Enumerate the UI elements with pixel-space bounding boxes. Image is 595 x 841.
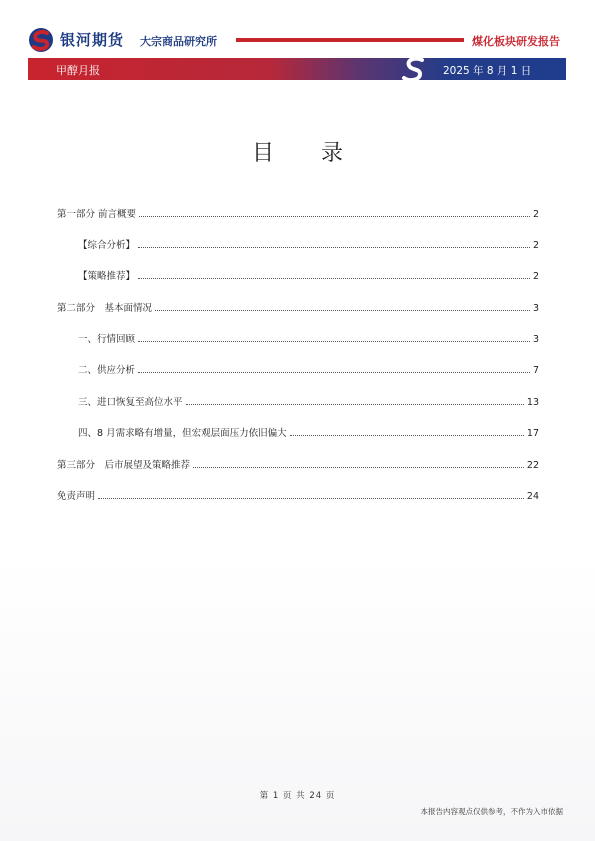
page-number: 第 1 页 共 24 页 (259, 791, 336, 801)
toc-entry[interactable] (57, 457, 539, 471)
toc-entry-label: 【综合分析】 (78, 240, 136, 251)
report-date: 2025 年 8 月 1 日 (443, 65, 532, 77)
toc-leader-dots (138, 371, 530, 373)
toc-entry-label: 一、行情回顾 (78, 334, 136, 345)
toc-entry-label: 【策略推荐】 (78, 271, 136, 282)
toc-entry-label: 三、进口恢复至高位水平 (78, 397, 183, 408)
toc-entry-page: 3 (532, 303, 539, 314)
toc-entry-page: 17 (526, 428, 539, 439)
report-name: 甲醇月报 (56, 64, 100, 77)
toc-entry-page: 3 (532, 334, 539, 345)
toc-leader-dots (155, 309, 530, 311)
header-divider (236, 38, 464, 42)
toc-entry-page: 2 (532, 209, 539, 220)
toc-entry[interactable] (78, 425, 539, 439)
toc-entry-page: 13 (526, 397, 539, 408)
disclaimer-text: 本报告内容观点仅供参考，不作为入市依据 (420, 807, 563, 816)
sector-label: 煤化板块研发报告 (472, 35, 560, 48)
toc-entry[interactable] (78, 331, 539, 345)
toc-entry-label: 四、8 月需求略有增量，但宏观层面压力依旧偏大 (78, 428, 287, 439)
page-header (0, 0, 595, 85)
s-swoosh-icon (400, 55, 428, 83)
toc-leader-dots (98, 497, 524, 499)
toc-entry[interactable] (78, 237, 539, 251)
toc-entry-label: 二、供应分析 (78, 365, 136, 376)
toc-entry[interactable] (78, 362, 539, 376)
toc-leader-dots (186, 403, 524, 405)
institute-name: 大宗商品研究所 (140, 35, 217, 48)
toc-leader-dots (138, 246, 530, 248)
toc-entry-label: 第二部分 基本面情况 (57, 303, 153, 314)
toc-entry-label: 第一部分 前言概要 (57, 209, 137, 220)
toc-leader-dots (138, 277, 530, 279)
toc-leader-dots (139, 215, 530, 217)
toc-entry-label: 第三部分 后市展望及策略推荐 (57, 460, 191, 471)
toc-entry[interactable] (78, 394, 539, 408)
toc-leader-dots (138, 340, 530, 342)
toc-entry-page: 7 (532, 365, 539, 376)
toc-title: 目 录 (252, 141, 363, 166)
toc-entry[interactable] (57, 488, 539, 502)
toc-entry-page: 24 (526, 491, 539, 502)
brand-name: 银河期货 (60, 31, 125, 49)
toc-entry[interactable] (57, 206, 539, 220)
toc-entry-page: 22 (526, 460, 539, 471)
galaxy-logo-icon (28, 27, 54, 53)
toc-entry-page: 2 (532, 271, 539, 282)
toc-leader-dots (290, 434, 524, 436)
toc-entry-page: 2 (532, 240, 539, 251)
toc-leader-dots (193, 466, 524, 468)
toc-entry[interactable] (57, 300, 539, 314)
toc-entry[interactable] (78, 268, 539, 282)
toc-entry-label: 免责声明 (57, 491, 96, 502)
